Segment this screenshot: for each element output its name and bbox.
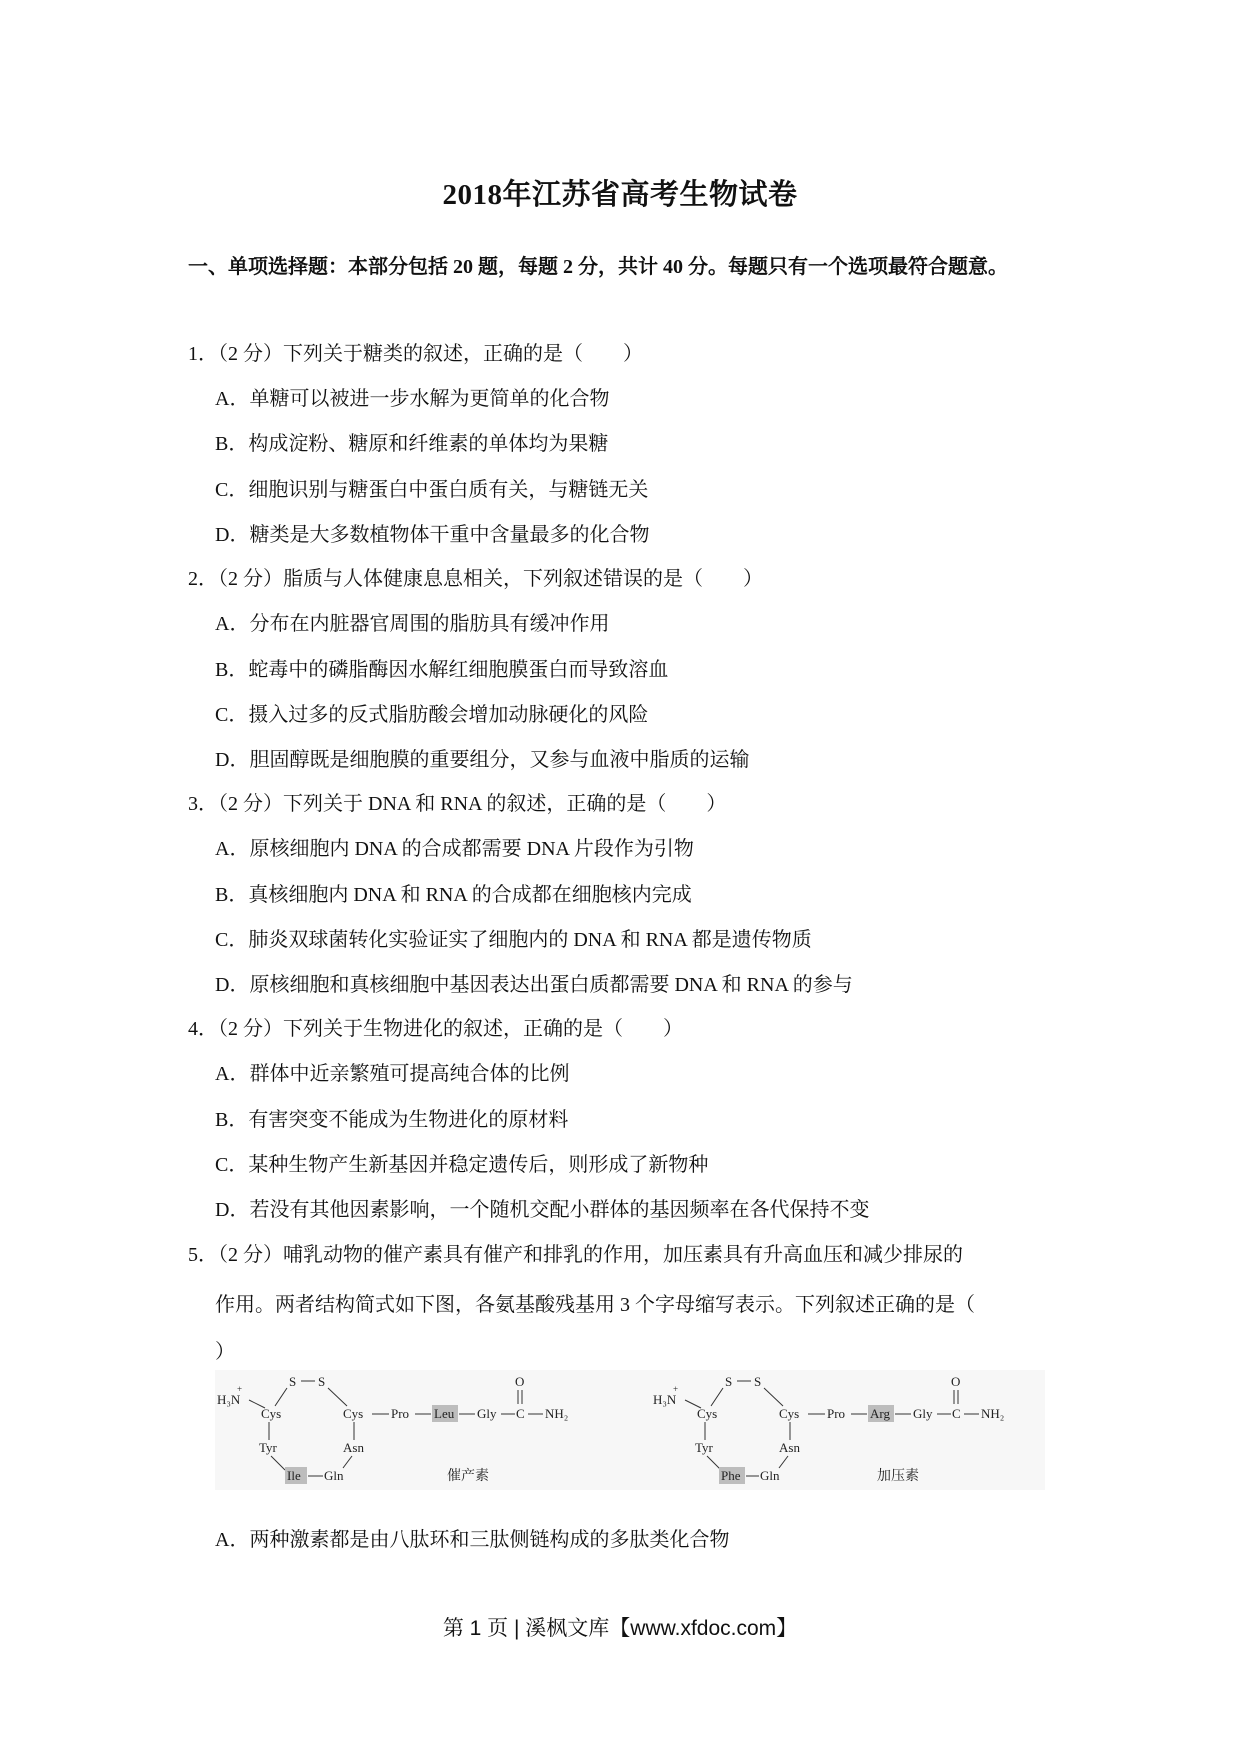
- c-label: C: [516, 1406, 525, 1421]
- question-5-stem-close: ）: [215, 1341, 235, 1363]
- section-heading: 一、单项选择题：本部分包括 20 题，每题 2 分，共计 40 分。每题只有一个选项最符合题意。: [188, 256, 1008, 278]
- question-3-option-a: A．原核细胞内 DNA 的合成都需要 DNA 片段作为引物: [215, 838, 694, 860]
- gln-label: Gln: [324, 1468, 344, 1483]
- c-label: C: [952, 1406, 961, 1421]
- question-1-option-a: A．单糖可以被进一步水解为更简单的化合物: [215, 388, 610, 410]
- charge-label: +: [237, 1384, 243, 1394]
- cys1-label: Cys: [697, 1406, 718, 1421]
- page-title: 2018年江苏省高考生物试卷: [442, 179, 798, 211]
- question-3-option-c: C．肺炎双球菌转化实验证实了细胞内的 DNA 和 RNA 都是遗传物质: [215, 929, 812, 951]
- question-4-stem: 4．（2 分）下列关于生物进化的叙述，正确的是（ ）: [188, 1018, 683, 1040]
- arg-label: Arg: [870, 1406, 890, 1421]
- o-label: O: [515, 1374, 525, 1389]
- phe-label: Phe: [721, 1468, 741, 1483]
- question-2-option-a: A．分布在内脏器官周围的脂肪具有缓冲作用: [215, 613, 610, 635]
- peptide-structure-diagram: [215, 1370, 1045, 1490]
- ile-label: Ile: [287, 1468, 301, 1483]
- question-2-option-d: D．胆固醇既是细胞膜的重要组分，又参与血液中脂质的运输: [215, 749, 750, 771]
- s2-label: S: [754, 1374, 762, 1389]
- vasopressin-name: 加压素: [877, 1469, 919, 1484]
- question-2-option-b: B．蛇毒中的磷脂酶因水解红细胞膜蛋白而导致溶血: [215, 659, 669, 681]
- question-2-option-c: C．摄入过多的反式脂肪酸会增加动脉硬化的风险: [215, 704, 649, 726]
- question-3-option-b: B．真核细胞内 DNA 和 RNA 的合成都在细胞核内完成: [215, 884, 692, 906]
- charge-label: +: [673, 1384, 679, 1394]
- cys2-label: Cys: [779, 1406, 800, 1421]
- nh2-label: NH₂: [981, 1406, 1005, 1421]
- gly-label: Gly: [477, 1406, 497, 1421]
- s1-label: S: [725, 1374, 733, 1389]
- leu-label: Leu: [434, 1406, 455, 1421]
- gln-label: Gln: [760, 1468, 780, 1483]
- question-2-stem: 2．（2 分）脂质与人体健康息息相关，下列叙述错误的是（ ）: [188, 568, 763, 590]
- nh2-label: NH₂: [545, 1406, 569, 1421]
- question-5-option-a: A．两种激素都是由八肽环和三肽侧链构成的多肽类化合物: [215, 1529, 730, 1551]
- question-4-option-b: B．有害突变不能成为生物进化的原材料: [215, 1109, 569, 1131]
- tyr-label: Tyr: [259, 1440, 277, 1455]
- question-4-option-a: A．群体中近亲繁殖可提高纯合体的比例: [215, 1063, 570, 1085]
- h3n-label: H₃N: [217, 1392, 241, 1407]
- question-5-stem-continued: 作用。两者结构简式如下图，各氨基酸残基用 3 个字母缩写表示。下列叙述正确的是（: [215, 1294, 975, 1316]
- asn-label: Asn: [779, 1440, 800, 1455]
- question-3-stem: 3．（2 分）下列关于 DNA 和 RNA 的叙述，正确的是（ ）: [188, 793, 727, 815]
- h3n-label: H₃N: [653, 1392, 677, 1407]
- page-footer: 第 1 页 | 溪枫文库【www.xfdoc.com】: [442, 1617, 798, 1640]
- question-3-option-d: D．原核细胞和真核细胞中基因表达出蛋白质都需要 DNA 和 RNA 的参与: [215, 974, 853, 996]
- asn-label: Asn: [343, 1440, 364, 1455]
- question-1-option-b: B．构成淀粉、糖原和纤维素的单体均为果糖: [215, 433, 609, 455]
- question-1-option-d: D．糖类是大多数植物体干重中含量最多的化合物: [215, 524, 650, 546]
- o-label: O: [951, 1374, 961, 1389]
- pro-label: Pro: [391, 1406, 410, 1421]
- tyr-label: Tyr: [695, 1440, 713, 1455]
- cys1-label: Cys: [261, 1406, 282, 1421]
- question-1-option-c: C．细胞识别与糖蛋白中蛋白质有关，与糖链无关: [215, 479, 649, 501]
- s1-label: S: [289, 1374, 297, 1389]
- peptide-structure-figure: [215, 1370, 1045, 1490]
- question-4-option-c: C．某种生物产生新基因并稳定遗传后，则形成了新物种: [215, 1154, 709, 1176]
- pro-label: Pro: [827, 1406, 846, 1421]
- oxytocin-name: 催产素: [447, 1469, 489, 1484]
- question-4-option-d: D．若没有其他因素影响，一个随机交配小群体的基因频率在各代保持不变: [215, 1199, 870, 1221]
- cys2-label: Cys: [343, 1406, 364, 1421]
- gly-label: Gly: [913, 1406, 933, 1421]
- s2-label: S: [318, 1374, 326, 1389]
- question-1-stem: 1．（2 分）下列关于糖类的叙述，正确的是（ ）: [188, 343, 643, 365]
- question-5-stem: 5．（2 分）哺乳动物的催产素具有催产和排乳的作用，加压素具有升高血压和减少排尿的: [188, 1244, 963, 1266]
